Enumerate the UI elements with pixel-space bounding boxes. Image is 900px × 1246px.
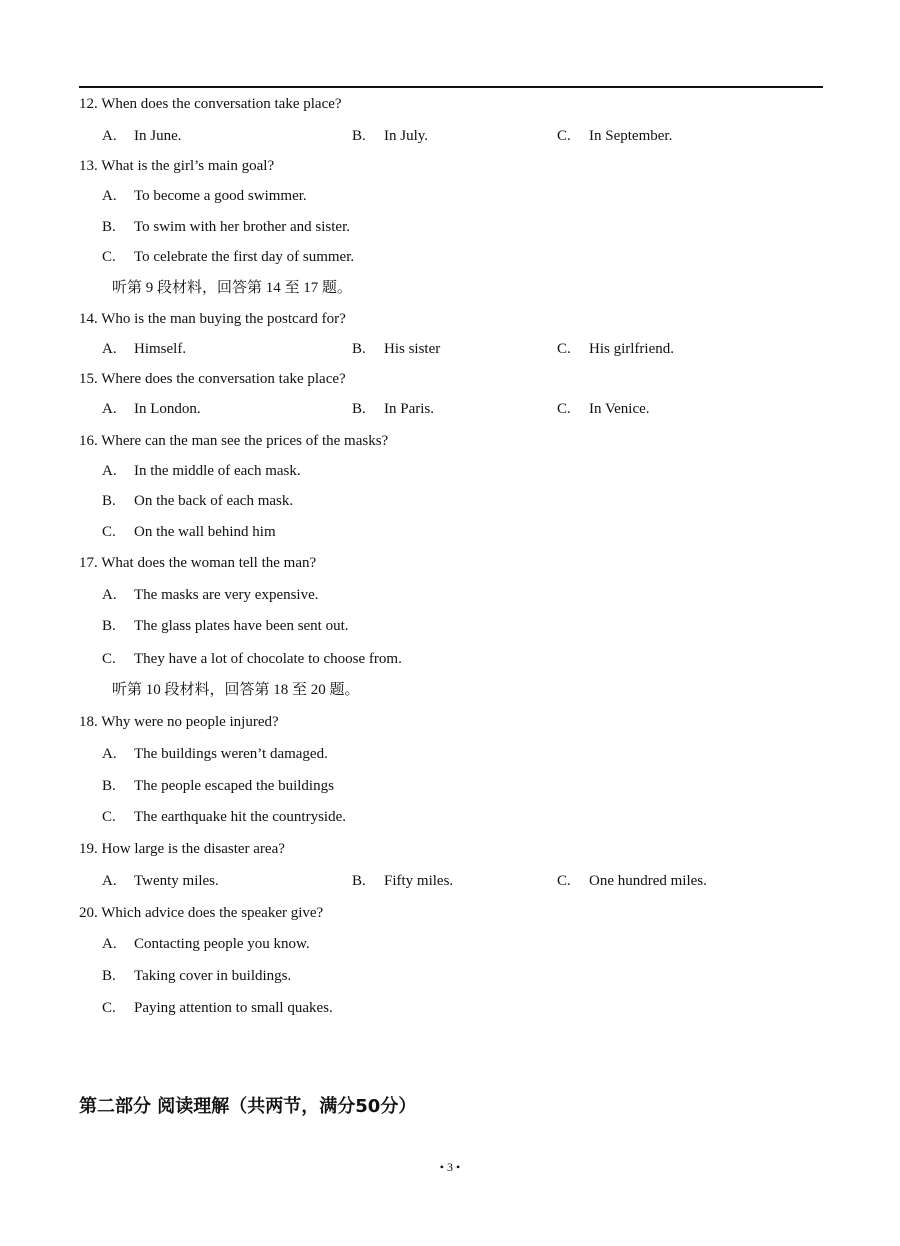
option-c[interactable]: C. His girlfriend.	[557, 341, 674, 357]
question-13: 13. What is the girl’s main goal?	[79, 158, 275, 174]
instruction-passage-10: 听第 10 段材料，回答第 18 至 20 题。	[112, 682, 360, 698]
question-20: 20. Which advice does the speaker give?	[79, 905, 324, 921]
option-c[interactable]: C. On the wall behind him	[102, 524, 276, 540]
option-b[interactable]: B. In Paris.	[352, 401, 434, 417]
option-a[interactable]: A. Himself.	[102, 341, 187, 357]
instruction-passage-9: 听第 9 段材料，回答第 14 至 17 题。	[112, 280, 353, 296]
option-b[interactable]: B. To swim with her brother and sister.	[102, 219, 350, 235]
option-c[interactable]: C. To celebrate the first day of summer.	[102, 249, 355, 265]
option-c[interactable]: C. The earthquake hit the countryside.	[102, 809, 347, 825]
question-18: 18. Why were no people injured?	[79, 714, 279, 730]
question-14: 14. Who is the man buying the postcard for?	[79, 311, 346, 327]
option-c[interactable]: C. In Venice.	[557, 401, 650, 417]
question-16: 16. Where can the man see the prices of the masks?	[79, 433, 389, 449]
option-a[interactable]: A. Contacting people you know.	[102, 936, 310, 952]
question-17: 17. What does the woman tell the man?	[79, 555, 317, 571]
section-title: 第二部分 阅读理解（共两节，满分50分）	[79, 1096, 417, 1117]
question-12: 12. When does the conversation take place?	[79, 96, 342, 112]
option-a[interactable]: A. To become a good swimmer.	[102, 188, 307, 204]
option-a[interactable]: A. In June.	[102, 128, 182, 144]
page-number: • 3 •	[439, 1160, 461, 1174]
question-19: 19. How large is the disaster area?	[79, 841, 285, 857]
option-b[interactable]: B. The glass plates have been sent out.	[102, 618, 349, 634]
option-c[interactable]: C. Paying attention to small quakes.	[102, 1000, 333, 1016]
option-a[interactable]: A. In London.	[102, 401, 201, 417]
header-rule	[79, 86, 823, 88]
option-a[interactable]: A. In the middle of each mask.	[102, 463, 301, 479]
option-a[interactable]: A. The buildings weren’t damaged.	[102, 746, 328, 762]
option-a[interactable]: A. Twenty miles.	[102, 873, 219, 889]
option-b[interactable]: B. In July.	[352, 128, 429, 144]
option-c[interactable]: C. In September.	[557, 128, 673, 144]
question-15: 15. Where does the conversation take place?	[79, 371, 346, 387]
option-c[interactable]: C. One hundred miles.	[557, 873, 707, 889]
option-c[interactable]: C. They have a lot of chocolate to choose from.	[102, 651, 402, 667]
option-a[interactable]: A. The masks are very expensive.	[102, 587, 319, 603]
option-b[interactable]: B. Taking cover in buildings.	[102, 968, 292, 984]
option-b[interactable]: B. His sister	[352, 341, 441, 357]
option-b[interactable]: B. On the back of each mask.	[102, 493, 294, 509]
option-b[interactable]: B. Fifty miles.	[352, 873, 454, 889]
option-b[interactable]: B. The people escaped the buildings	[102, 778, 334, 794]
